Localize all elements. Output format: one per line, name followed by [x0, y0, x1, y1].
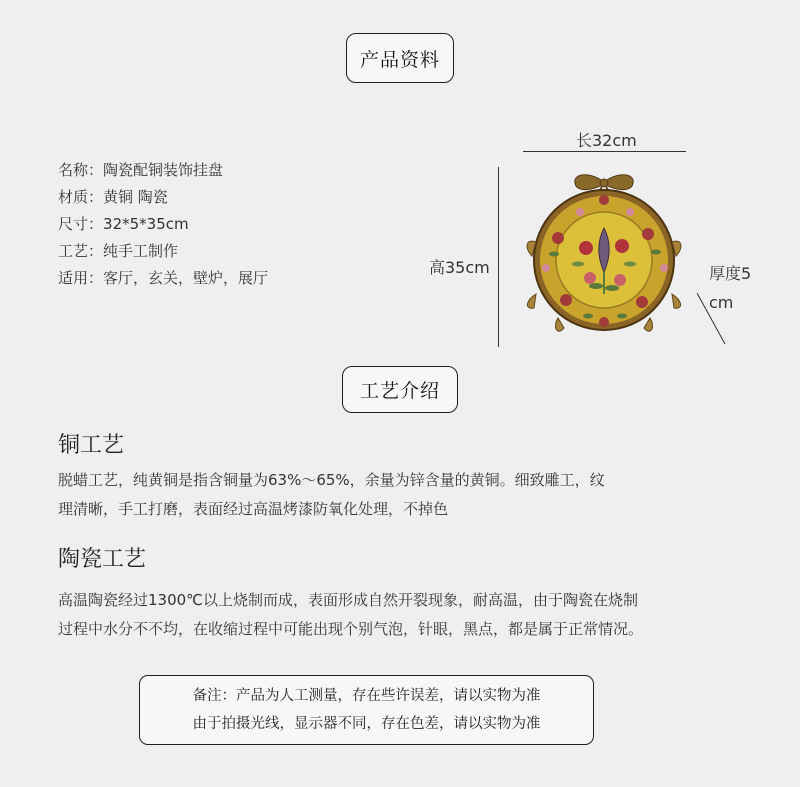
- dimension-height-label: 高35cm: [429, 258, 490, 277]
- dimension-height-line: [498, 167, 499, 347]
- dimension-thickness-label-1: 厚度5: [709, 264, 752, 283]
- disclaimer-line-1: 备注：产品为人工测量，存在些许误差，请以实物为准: [192, 688, 541, 704]
- product-info-title: [346, 33, 454, 83]
- spec-item-size: 尺寸：32*5*35cm: [58, 215, 189, 233]
- ceramic-craft-line-2: 过程中水分不不均，在收缩过程中可能出现个别气泡，针眼，黑点，都是属于正常情况。: [58, 620, 644, 638]
- craft-intro-title-text: 工艺介绍: [359, 380, 440, 402]
- disclaimer-note: [139, 675, 594, 745]
- product-info-title-text: 产品资料: [359, 48, 440, 71]
- craft-intro-title: [342, 366, 458, 413]
- spec-item-name: 名称：陶瓷配铜装饰挂盘: [58, 161, 224, 179]
- spec-list: [58, 157, 268, 292]
- ceramic-craft-heading: 陶瓷工艺: [58, 547, 147, 572]
- copper-craft-line-1: 脱蜡工艺，纯黄铜是指含铜量为63%～65%，余量为锌含量的黄铜。细致雕工，纹: [58, 471, 605, 489]
- spec-item-material: 材质：黄铜 陶瓷: [58, 188, 168, 206]
- copper-craft-line-2: 理清晰，手工打磨，表面经过高温烤漆防氧化处理，不掉色: [58, 500, 449, 518]
- spec-item-craft: 工艺：纯手工制作: [58, 242, 179, 260]
- disclaimer-line-2: 由于拍摄光线，显示器不同，存在色差，请以实物为准: [192, 716, 541, 732]
- decorative-plate-image: [518, 168, 690, 340]
- dimension-thickness-line: [690, 288, 730, 348]
- ceramic-craft-description: [58, 586, 643, 644]
- dimension-length-line: [523, 151, 686, 152]
- spec-item-usage: 适用：客厅，玄关，壁炉，展厅: [58, 269, 269, 287]
- dimension-thickness-label-2: cm: [709, 293, 734, 312]
- dimension-length-label: 长32cm: [576, 131, 637, 150]
- copper-craft-heading: 铜工艺: [58, 433, 125, 458]
- ceramic-craft-line-1: 高温陶瓷经过1300℃以上烧制而成，表面形成自然开裂现象，耐高温，由于陶瓷在烧制: [58, 591, 639, 609]
- copper-craft-description: [58, 466, 605, 524]
